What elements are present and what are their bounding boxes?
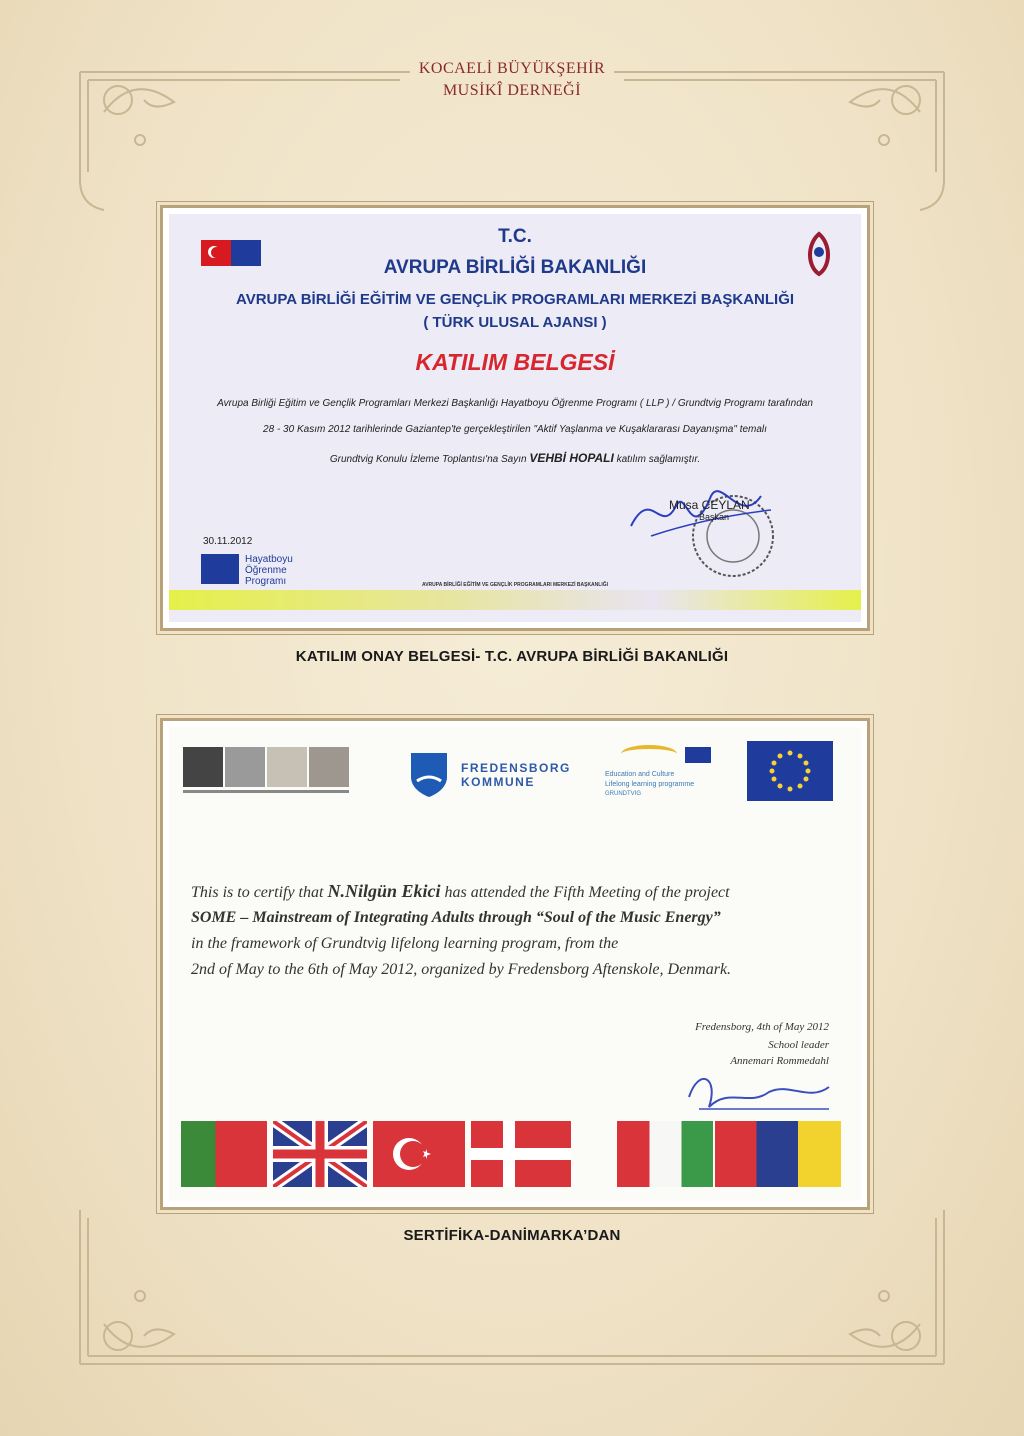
cert1-date: 30.11.2012 bbox=[203, 536, 253, 547]
certificate-danish-frame bbox=[160, 718, 870, 1210]
cert2-line3: in the framework of Grundtvig lifelong learning program, from the bbox=[191, 935, 619, 952]
caption-certificate-2: SERTİFİKA-DANİMARKA’DAN bbox=[403, 1227, 621, 1244]
fbas-logo bbox=[183, 747, 351, 795]
fredensborg-kommune-logo-text: FREDENSBORG KOMMUNE bbox=[461, 761, 571, 789]
eac-logo-line1: Education and Culture bbox=[605, 771, 675, 778]
certificate-turkish bbox=[169, 214, 861, 622]
cert1-footer-org: AVRUPA BİRLİĞİ EĞİTİM VE GENÇLİK PROGRAMLARI MERKEZİ BAŞKANLIĞI bbox=[421, 582, 609, 588]
denmark-flag-icon bbox=[471, 1121, 571, 1187]
cert1-signer-title: Başkan bbox=[699, 512, 730, 522]
cert1-line-ministry: AVRUPA BİRLİĞİ BAKANLIĞI bbox=[383, 257, 647, 278]
cert2-signer-role: School leader bbox=[768, 1039, 829, 1051]
lll-logo-text: Hayatboyu Öğrenme Programı bbox=[245, 554, 293, 587]
cert2-line1-post: has attended the Fifth Meeting of the project bbox=[444, 884, 730, 901]
cert1-signer-name: Musa CEYLAN bbox=[669, 498, 750, 512]
cert2-signature-icon bbox=[679, 1067, 839, 1117]
uk-flag-icon bbox=[273, 1121, 367, 1187]
org-title-line2: MUSİKÎ DERNEĞİ bbox=[442, 82, 582, 99]
cert2-place-date: Fredensborg, 4th of May 2012 bbox=[695, 1021, 829, 1033]
romania-flag-icon bbox=[715, 1121, 841, 1187]
eac-logo-line2: Lifelong learning programme bbox=[605, 781, 695, 788]
cert2-line1-pre: This is to certify that bbox=[191, 884, 324, 901]
cert1-title: KATILIM BELGESİ bbox=[415, 349, 615, 375]
cert2-line1 bbox=[191, 881, 730, 902]
certificate-turkish-frame bbox=[160, 205, 870, 631]
cert1-line-center: AVRUPA BİRLİĞİ EĞİTİM VE GENÇLİK PROGRAMLARI MERKEZİ BAŞKANLIĞI bbox=[235, 291, 795, 308]
cert1-line-tc: T.C. bbox=[498, 226, 532, 247]
cert1-body-line3-pre: Grundtvig Konulu İzleme Toplantısı'na Sayın bbox=[329, 454, 527, 465]
cert1-body-line3-post: katılım sağlamıştır. bbox=[616, 454, 701, 465]
cert1-body-line2: 28 - 30 Kasım 2012 tarihlerinde Gaziantep'te gerçekleştirilen "Aktif Yaşlanma ve Kuşaklararası Dayanışma" temalı bbox=[263, 424, 767, 435]
signature-stamp-icon bbox=[621, 466, 781, 586]
cert1-body-line1: Avrupa Birliği Eğitim ve Gençlik Programları Merkezi Başkanlığı Hayatboyu Öğrenme Programı ( LLP ) / Grundtvig Programı tarafından bbox=[217, 398, 813, 409]
cert1-bottom-stripe bbox=[169, 590, 861, 610]
certificate-danish bbox=[169, 727, 861, 1201]
caption-certificate-1: KATILIM ONAY BELGESİ- T.C. AVRUPA BİRLİĞİ BAKANLIĞI bbox=[295, 648, 729, 665]
org-title-line1: KOCAELİ BÜYÜKŞEHİR bbox=[418, 60, 606, 77]
cert2-recipient-name: N.Nilgün Ekici bbox=[327, 881, 441, 901]
organization-title bbox=[312, 58, 712, 102]
turkey-flag-icon bbox=[373, 1121, 465, 1187]
portugal-flag-icon bbox=[181, 1121, 267, 1187]
cert1-body-line3 bbox=[169, 451, 861, 465]
cert2-signer-name: Annemari Rommedahl bbox=[730, 1055, 829, 1067]
cert2-line4: 2nd of May to the 6th of May 2012, organized by Fredensborg Aftenskole, Denmark. bbox=[191, 961, 732, 978]
cert2-line2: SOME – Mainstream of Integrating Adults through “Soul of the Music Energy” bbox=[191, 909, 721, 926]
eu-flag-icon bbox=[201, 554, 239, 584]
cert1-line-agency: ( TÜRK ULUSAL AJANSI ) bbox=[423, 314, 607, 331]
italy-flag-icon bbox=[617, 1121, 713, 1187]
eac-logo-line3: GRUNDTVIG bbox=[605, 791, 641, 797]
cert1-recipient-name: VEHBİ HOPALI bbox=[529, 451, 614, 465]
fredensborg-crest-icon bbox=[409, 751, 449, 799]
eu-flag-icon bbox=[747, 741, 833, 801]
eac-logo bbox=[601, 741, 717, 803]
